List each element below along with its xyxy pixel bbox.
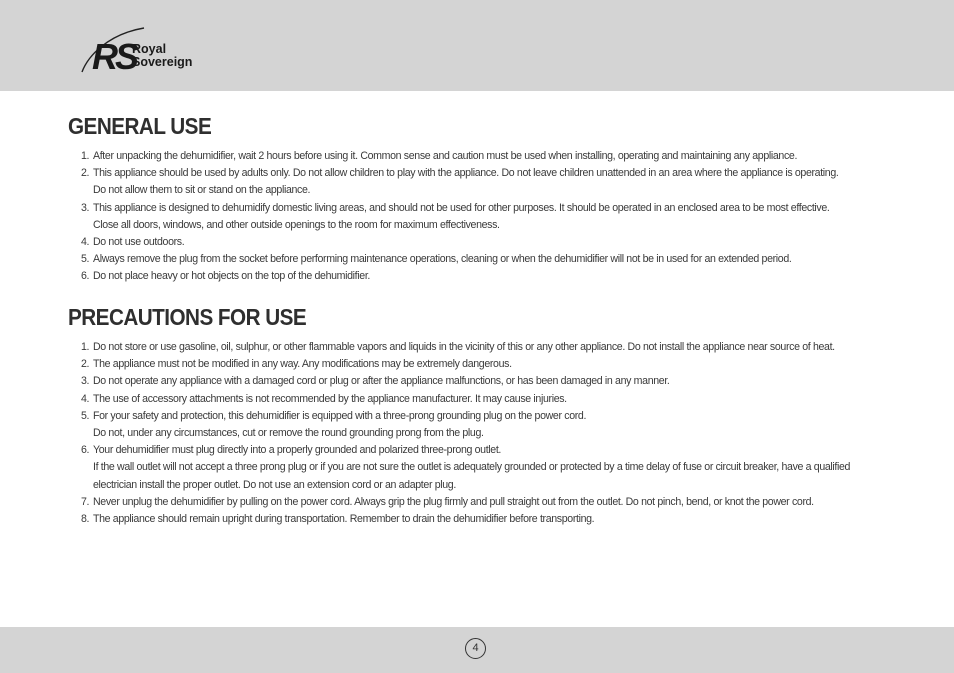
- page-header: [0, 0, 954, 91]
- precautions-heading: PRECAUTIONS FOR USE: [68, 304, 307, 330]
- svg-text:RS: RS: [92, 36, 137, 77]
- list-item-number: 3.: [81, 201, 90, 214]
- precaution-item: [81, 373, 850, 390]
- precaution-item: [81, 339, 850, 356]
- svg-text:Royal: Royal: [132, 42, 167, 56]
- list-item-text: Do not, under any circumstances, cut or remove the round grounding prong from the plug.: [93, 427, 484, 440]
- list-item-text: This appliance should be used by adults only. Do not allow children to play with the appliance. Do not leave children unattended in an area where the appliance is operating.: [93, 167, 839, 180]
- list-item-number: 4.: [81, 236, 90, 249]
- list-item-text: Do not store or use gasoline, oil, sulphur, or other flammable vapors and liquids in the vicinity of this or any other appliance. Do not install the appliance near source of heat.: [93, 341, 835, 353]
- list-item-text: If the wall outlet will not accept a three prong plug or if you are not sure the outlet is adequately grounded or protected by a time delay of fuse or circuit breaker, have a qualified: [93, 461, 851, 474]
- list-item-text: For your safety and protection, this dehumidifier is equipped with a three-prong grounding plug on the power cord.: [93, 409, 587, 422]
- list-item-text: The appliance must not be modified in any way. Any modifications may be extremely dangerous.: [93, 358, 512, 371]
- list-item-number: 8.: [81, 513, 90, 526]
- list-item-text: electrician install the proper outlet. Do not use an extension cord or an adapter plug.: [93, 478, 456, 491]
- list-item-text: This appliance is designed to dehumidify domestic living areas, and should not be used for other purposes. It should be operated in an enclosed area to be most effective.: [93, 201, 830, 214]
- list-item-text: The use of accessory attachments is not recommended by the appliance manufacturer. It may cause injuries.: [93, 392, 567, 405]
- list-item-number: 1.: [81, 341, 90, 353]
- svg-text:Sovereign: Sovereign: [132, 55, 193, 69]
- list-item-number: 3.: [81, 375, 90, 388]
- list-item-number: 6.: [81, 444, 90, 457]
- general-use-heading: GENERAL USE: [68, 113, 212, 139]
- precaution-item: [81, 391, 850, 408]
- list-item-number: 6.: [81, 270, 90, 283]
- list-item-text: Never unplug the dehumidifier by pulling on the power cord. Always grip the plug firmly and pull straight out from the outlet. Do not pinch, bend, or knot the power cord.: [93, 495, 814, 508]
- list-item-number: 4.: [81, 392, 90, 405]
- precaution-item: [81, 442, 851, 494]
- precaution-item: [81, 494, 850, 511]
- list-item-text: Always remove the plug from the socket before performing maintenance operations, cleaning or when the dehumidifier will not be in used for an extended period.: [93, 253, 792, 266]
- precautions-list: [81, 339, 851, 528]
- list-item-text: Do not operate any appliance with a damaged cord or plug or after the appliance malfunctions, or has been damaged in any manner.: [93, 375, 670, 388]
- list-item-number: 5.: [81, 253, 90, 266]
- general-use-item: [81, 251, 839, 268]
- general-use-item: [81, 234, 839, 251]
- list-item-text: Your dehumidifier must plug directly into a properly grounded and polarized three-prong outlet.: [93, 444, 502, 457]
- list-item-number: 7.: [81, 495, 90, 508]
- list-item-text: After unpacking the dehumidifier, wait 2 hours before using it. Common sense and caution must be used when installing, operating and maintaining any appliance.: [93, 150, 798, 162]
- list-item-number: 5.: [81, 409, 90, 422]
- list-item-text: Do not place heavy or hot objects on the top of the dehumidifier.: [93, 270, 371, 283]
- general-use-list: [81, 148, 839, 286]
- list-item-number: 2.: [81, 167, 90, 180]
- general-use-item: [81, 165, 839, 199]
- page-footer: [0, 627, 954, 673]
- page-number-badge: 4: [465, 638, 486, 659]
- list-item-text: Do not allow them to sit or stand on the appliance.: [93, 184, 311, 197]
- list-item-number: 2.: [81, 358, 90, 371]
- precaution-item: [81, 408, 850, 442]
- list-item-text: Do not use outdoors.: [93, 236, 185, 249]
- list-item-text: Close all doors, windows, and other outside openings to the room for maximum effectiveness.: [93, 218, 500, 231]
- general-use-item: [81, 200, 839, 234]
- royal-sovereign-logo: [78, 26, 210, 78]
- list-item-number: 1.: [81, 150, 90, 162]
- general-use-item: [81, 268, 839, 285]
- general-use-item: [81, 148, 839, 165]
- precaution-item: [81, 356, 850, 373]
- precaution-item: [81, 511, 850, 528]
- list-item-text: The appliance should remain upright during transportation. Remember to drain the dehumidifier before transporting.: [93, 513, 595, 526]
